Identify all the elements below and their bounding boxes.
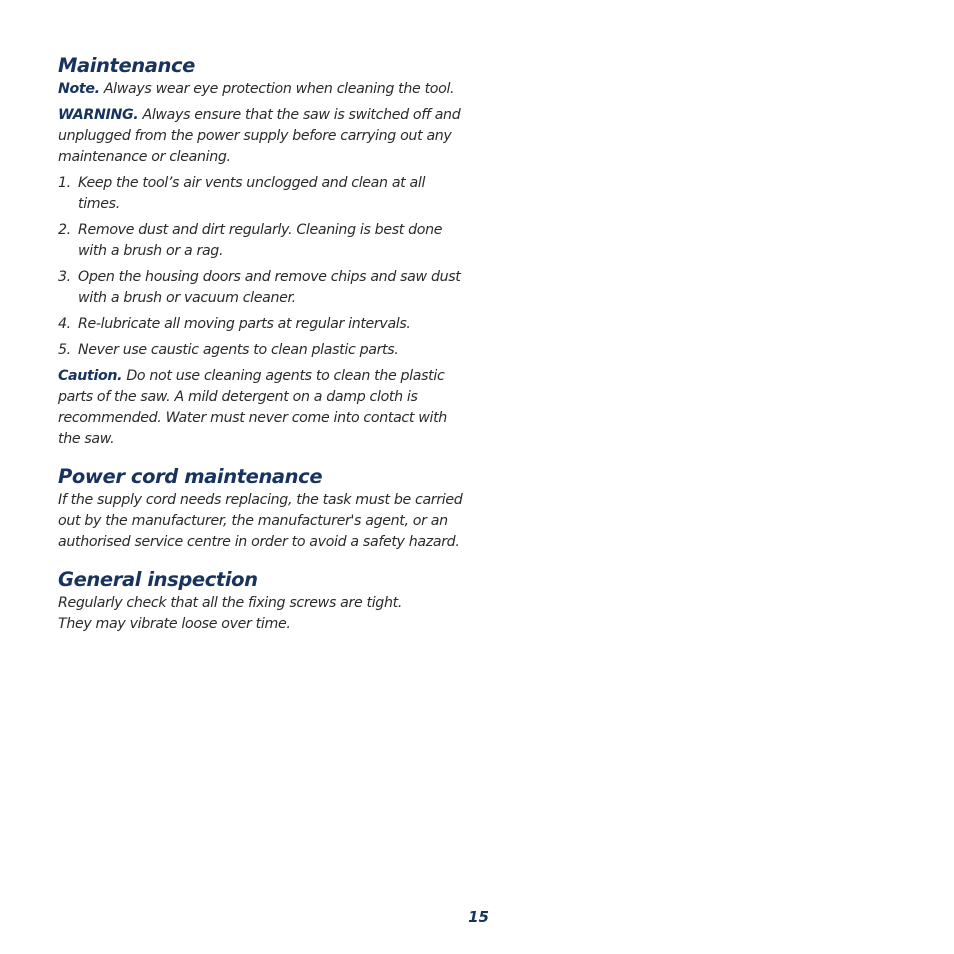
step-text: Open the housing doors and remove chips and saw dust with a brush or vacuum cleaner. <box>78 269 461 306</box>
warning-text: Always ensure that the saw is switched off and unplugged from the power supply before carrying out any maintenance or cleaning. <box>58 107 461 165</box>
maintenance-heading: Maintenance <box>58 54 195 77</box>
step-text: Never use caustic agents to clean plastic parts. <box>78 342 399 358</box>
inspection-line-1: Regularly check that all the fixing screws are tight. <box>58 595 402 611</box>
note-label: Note. <box>58 81 100 97</box>
list-item <box>58 340 463 361</box>
list-item <box>58 267 463 309</box>
caution-text: Do not use cleaning agents to clean the plastic parts of the saw. A mild detergent on a damp cloth is recommended. Water must never come into contact with the saw. <box>58 368 447 447</box>
list-item <box>58 220 463 262</box>
step-number: 3. <box>58 269 71 285</box>
caution-label: Caution. <box>58 368 123 384</box>
step-number: 4. <box>58 316 71 332</box>
maintenance-steps-list <box>58 173 463 361</box>
general-inspection-paragraph <box>58 593 463 635</box>
step-text: Re-lubricate all moving parts at regular intervals. <box>78 316 411 332</box>
note-paragraph <box>58 79 463 100</box>
warning-paragraph <box>58 105 463 168</box>
page-number: 15 <box>468 908 489 926</box>
step-number: 1. <box>58 175 71 191</box>
general-inspection-heading: General inspection <box>58 568 258 591</box>
power-cord-paragraph: If the supply cord needs replacing, the task must be carried out by the manufacturer, the manufacturer's agent, or an authorised service centre in order to avoid a safety hazard. <box>58 492 463 550</box>
text-column <box>58 54 463 635</box>
list-item <box>58 314 463 335</box>
step-number: 5. <box>58 342 71 358</box>
power-cord-heading: Power cord maintenance <box>58 465 323 488</box>
list-item <box>58 173 463 215</box>
step-text: Keep the tool’s air vents unclogged and clean at all times. <box>78 175 426 212</box>
note-text: Always wear eye protection when cleaning the tool. <box>99 81 455 97</box>
inspection-line-2: They may vibrate loose over time. <box>58 616 291 632</box>
step-text: Remove dust and dirt regularly. Cleaning is best done with a brush or a rag. <box>78 222 443 259</box>
caution-paragraph <box>58 366 463 450</box>
step-number: 2. <box>58 222 71 238</box>
warning-label: WARNING. <box>58 107 139 123</box>
